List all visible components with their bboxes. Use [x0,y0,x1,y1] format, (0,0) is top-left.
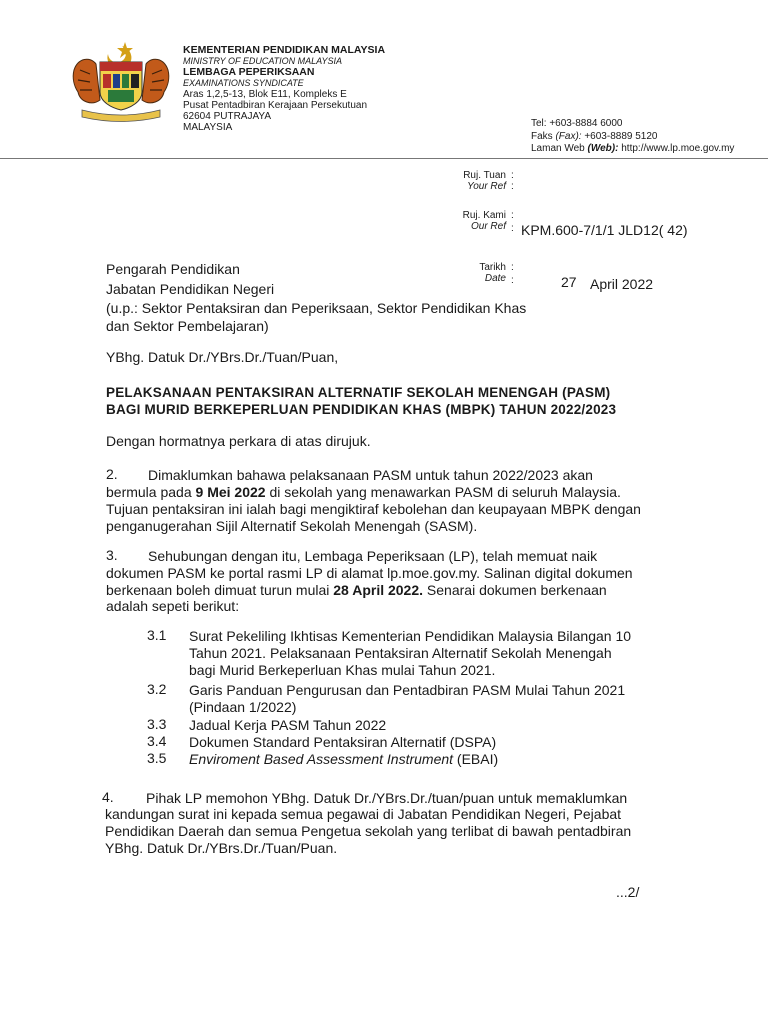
telephone: Tel: +603-8884 6000 [531,118,623,129]
paragraph-3-line [106,582,607,598]
fax-number: +603-8889 5120 [584,130,658,142]
colon: : [511,170,514,181]
recipient-line: Jabatan Pendidikan Negeri [106,281,275,297]
paragraph-3-line: dokumen PASM ke portal rasmi LP di alamat lp.moe.gov.my. Salinan digital dokumen [106,565,633,581]
list-item-line: bagi Murid Berkeperluan Khas mulai Tahun 2021. [189,662,496,678]
date-label-ms: Tarikh [479,262,506,273]
text-run: di sekolah yang menawarkan PASM di seluruh Malaysia. [265,484,621,500]
board-name: LEMBAGA PEPERIKSAAN [183,66,315,78]
paragraph-4-line: Pendidikan Daerah dan semua Pengetua sekolah yang terlibat di bawah pentadbiran [105,823,632,839]
date-day: 27 [561,274,577,290]
colon: : [511,223,514,234]
list-item-line: Tahun 2021. Pelaksanaan Pentaksiran Alternatif Sekolah Menengah [189,645,612,661]
paragraph-4-line: Pihak LP memohon YBhg. Datuk Dr./YBrs.Dr./tuan/puan untuk memaklumkan [146,790,628,806]
web-address[interactable]: http://www.lp.moe.gov.my [621,143,735,154]
paragraph-3-line: adalah sepeti berikut: [106,598,240,614]
list-item-line: Dokumen Standard Pentaksiran Alternatif (DSPA) [189,734,497,750]
paragraph-4-line: YBhg. Datuk Dr./YBrs.Dr./Tuan/Puan. [105,840,338,856]
web-line [531,143,734,156]
paragraph-4-line: kandungan surat ini kepada semua pegawai di Jabatan Pendidikan Negeri, Pejabat [105,806,622,822]
address-line: Pusat Pentadbiran Kerajaan Persekutuan [183,100,368,111]
text-run: (EBAI) [453,751,499,767]
colon: : [511,181,514,192]
subject-title: PELAKSANAAN PENTAKSIRAN ALTERNATIF SEKOLAH MENENGAH (PASM) [106,385,611,400]
organisation-block [183,45,385,133]
list-item-line [189,751,498,767]
list-item-line: Garis Panduan Pengurusan dan Pentadbiran PASM Mulai Tahun 2021 [189,682,626,698]
opening-line: Dengan hormatnya perkara di atas dirujuk. [106,433,371,449]
subject-title: BAGI MURID BERKEPERLUAN PENDIDIKAN KHAS (MBPK) TAHUN 2022/2023 [106,402,617,417]
paragraph-number: 4. [102,789,114,805]
address-line: MALAYSIA [183,122,233,133]
date-label-en: Date [484,273,506,284]
paragraph-2-line: Dimaklumkan bahawa pelaksanaan PASM untuk tahun 2022/2023 akan [148,467,593,483]
list-number: 3.1 [147,627,167,643]
ministry-name: KEMENTERIAN PENDIDIKAN MALAYSIA [183,44,386,56]
our-ref-label [463,210,506,232]
your-ref-label [463,170,506,192]
board-name-en: EXAMINATIONS SYNDICATE [183,78,304,88]
header-divider [0,158,768,159]
web-label: Laman Web [531,143,585,154]
list-number: 3.3 [147,716,167,732]
web-label-en: (Web): [587,143,619,154]
fax-label-en: (Fax): [555,130,582,142]
text-run: Senarai dokumen berkenaan [423,582,607,598]
date-label [479,262,506,284]
paragraph-number: 3. [106,547,118,563]
paragraph-2-line: Tujuan pentaksiran ini ialah bagi mengiktiraf kebolehan dan keupayaan MBPK dengan [106,501,641,517]
fax-label: Faks [531,130,553,142]
contact-block [531,118,734,156]
download-date: 28 April 2022. [333,582,424,598]
list-number: 3.5 [147,750,167,766]
paragraph-3-line: Sehubungan dengan itu, Lembaga Peperiksaan (LP), telah memuat naik [148,548,598,564]
colon: : [511,262,514,273]
your-ref-label-en: Your Ref [467,181,506,192]
paragraph-number: 2. [106,466,118,482]
list-item-line: (Pindaan 1/2022) [189,699,297,715]
fax-line [531,131,734,144]
address-line: Aras 1,2,5-13, Blok E11, Kompleks E [183,89,347,100]
colon: : [511,275,514,286]
salutation: YBhg. Datuk Dr./YBrs.Dr./Tuan/Puan, [106,349,339,365]
recipient-line: (u.p.: Sektor Pentaksiran dan Peperiksaan, Sektor Pendidikan Khas [106,300,527,316]
instrument-name: Enviroment Based Assessment Instrument [189,751,454,767]
start-date: 9 Mei 2022 [195,484,266,500]
ministry-name-en: MINISTRY OF EDUCATION MALAYSIA [183,56,343,66]
recipient-line: Pengarah Pendidikan [106,261,240,277]
our-ref-label-ms: Ruj. Kami [462,210,506,221]
recipient-line: dan Sektor Pembelajaran) [106,318,269,334]
list-number: 3.2 [147,681,167,697]
our-ref-label-en: Our Ref [470,221,506,232]
list-item-line: Jadual Kerja PASM Tahun 2022 [189,717,387,733]
text-run: berkenaan boleh dimuat turun mulai [106,582,334,598]
colon: : [511,210,514,221]
paragraph-2-line: penganugerahan Sijil Alternatif Sekolah Menengah (SASM). [106,518,478,534]
address-line: 62604 PUTRAJAYA [183,111,272,122]
our-ref-value: KPM.600-7/1/1 JLD12( 42) [521,222,688,238]
your-ref-label-ms: Ruj. Tuan [463,170,506,181]
coat-of-arms-logo [70,40,172,124]
page-continuation-marker: ...2/ [616,884,640,900]
text-run: bermula pada [106,484,196,500]
date-month-year: April 2022 [590,276,654,292]
list-item-line: Surat Pekeliling Ikhtisas Kementerian Pendidikan Malaysia Bilangan 10 [189,628,632,644]
paragraph-2-line [106,484,621,500]
list-number: 3.4 [147,733,167,749]
